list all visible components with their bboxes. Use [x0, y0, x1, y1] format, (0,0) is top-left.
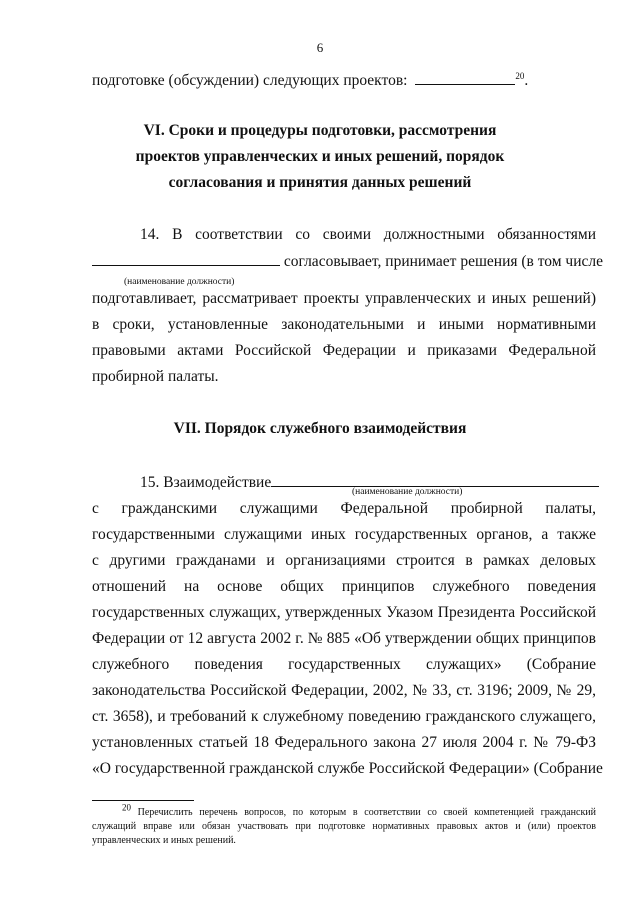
- p15-line-1: с гражданскими служащими Федеральной пробирной палаты,: [92, 500, 596, 517]
- section-vi-heading-line-1: VI. Сроки и процедуры подготовки, рассмотрения: [143, 122, 497, 139]
- p15-line-4: отношений на основе общих принципов служебного поведения: [92, 578, 596, 595]
- p14-line-3: подготавливает, рассматривает проекты управленческих и иных решений): [92, 290, 596, 307]
- end-punctuation: .: [524, 72, 529, 89]
- footnote-number: 20: [122, 802, 131, 813]
- p14-line-6: пробирной палаты.: [92, 368, 219, 385]
- p14-line-2: [92, 251, 604, 271]
- p14-line-1: 14. В соответствии со своими должностными обязанностями: [140, 226, 596, 243]
- footnote-separator: [92, 800, 194, 801]
- footnote-line-2: служащий вправе или обязан участвовать при подготовке нормативных правовых актов и (или) проектов: [92, 821, 596, 832]
- footnote-line-3: управленческих и иных решений.: [92, 835, 236, 846]
- continuation-line: [92, 70, 596, 90]
- p15-line-10: установленных статьей 18 Федерального закона 27 июля 2004 г. № 79-ФЗ: [92, 734, 596, 751]
- p14-line-5: правовыми актами Российской Федерации и приказами Федеральной: [92, 342, 596, 359]
- continuation-text: подготовке (обсуждении) следующих проектов:: [92, 72, 408, 89]
- position-blank-field: [92, 251, 280, 266]
- footnote-number-wrapper: [92, 802, 131, 818]
- p15-line-3: с другими гражданами и организациями строится в рамках деловых: [92, 552, 596, 569]
- p15-lead-text: 15. Взаимодействие: [140, 474, 272, 491]
- p14-line-2-text: согласовывает, принимает решения (в том числе: [283, 253, 604, 270]
- footnote-text-1: Перечислить перечень вопросов, по которым в соответствии со своей компетенцией гражданский: [137, 807, 597, 818]
- section-vi-heading-line-2: проектов управленческих и иных решений, порядок: [135, 148, 505, 165]
- page-number: 6: [316, 40, 324, 55]
- section-vi-heading-line-3: согласования и принятия данных решений: [168, 174, 472, 191]
- interaction-position-blank-field: [271, 472, 599, 487]
- p15-line-2: государственными служащими иных государственных органов, а также: [92, 526, 596, 543]
- p15-line-6: Федерации от 12 августа 2002 г. № 885 «Об утверждении общих принципов: [92, 630, 596, 647]
- p15-line-9: ст. 3658), и требований к служебному поведению гражданского служащего,: [92, 708, 596, 725]
- section-vii-heading: VII. Порядок служебного взаимодействия: [173, 420, 467, 437]
- p14-line-4: в сроки, установленные законодательными и иными нормативными: [92, 316, 596, 333]
- projects-blank-field: [415, 70, 515, 85]
- footnote-ref: 20: [515, 70, 525, 81]
- interaction-position-caption: (наименование должности): [352, 487, 463, 497]
- p15-line-11: «О государственной гражданской службе Российской Федерации» (Собрание: [92, 760, 603, 777]
- p15-line-8: законодательства Российской Федерации, 2002, № 33, ст. 3196; 2009, № 29,: [92, 682, 596, 699]
- footnote-line-1: [92, 802, 597, 819]
- p15-line-7: служебного поведения государственных служащих» (Собрание: [92, 656, 596, 673]
- p15-line-5: государственных служащих, утвержденных Указом Президента Российской: [92, 604, 596, 621]
- position-caption: (наименование должности): [124, 277, 235, 287]
